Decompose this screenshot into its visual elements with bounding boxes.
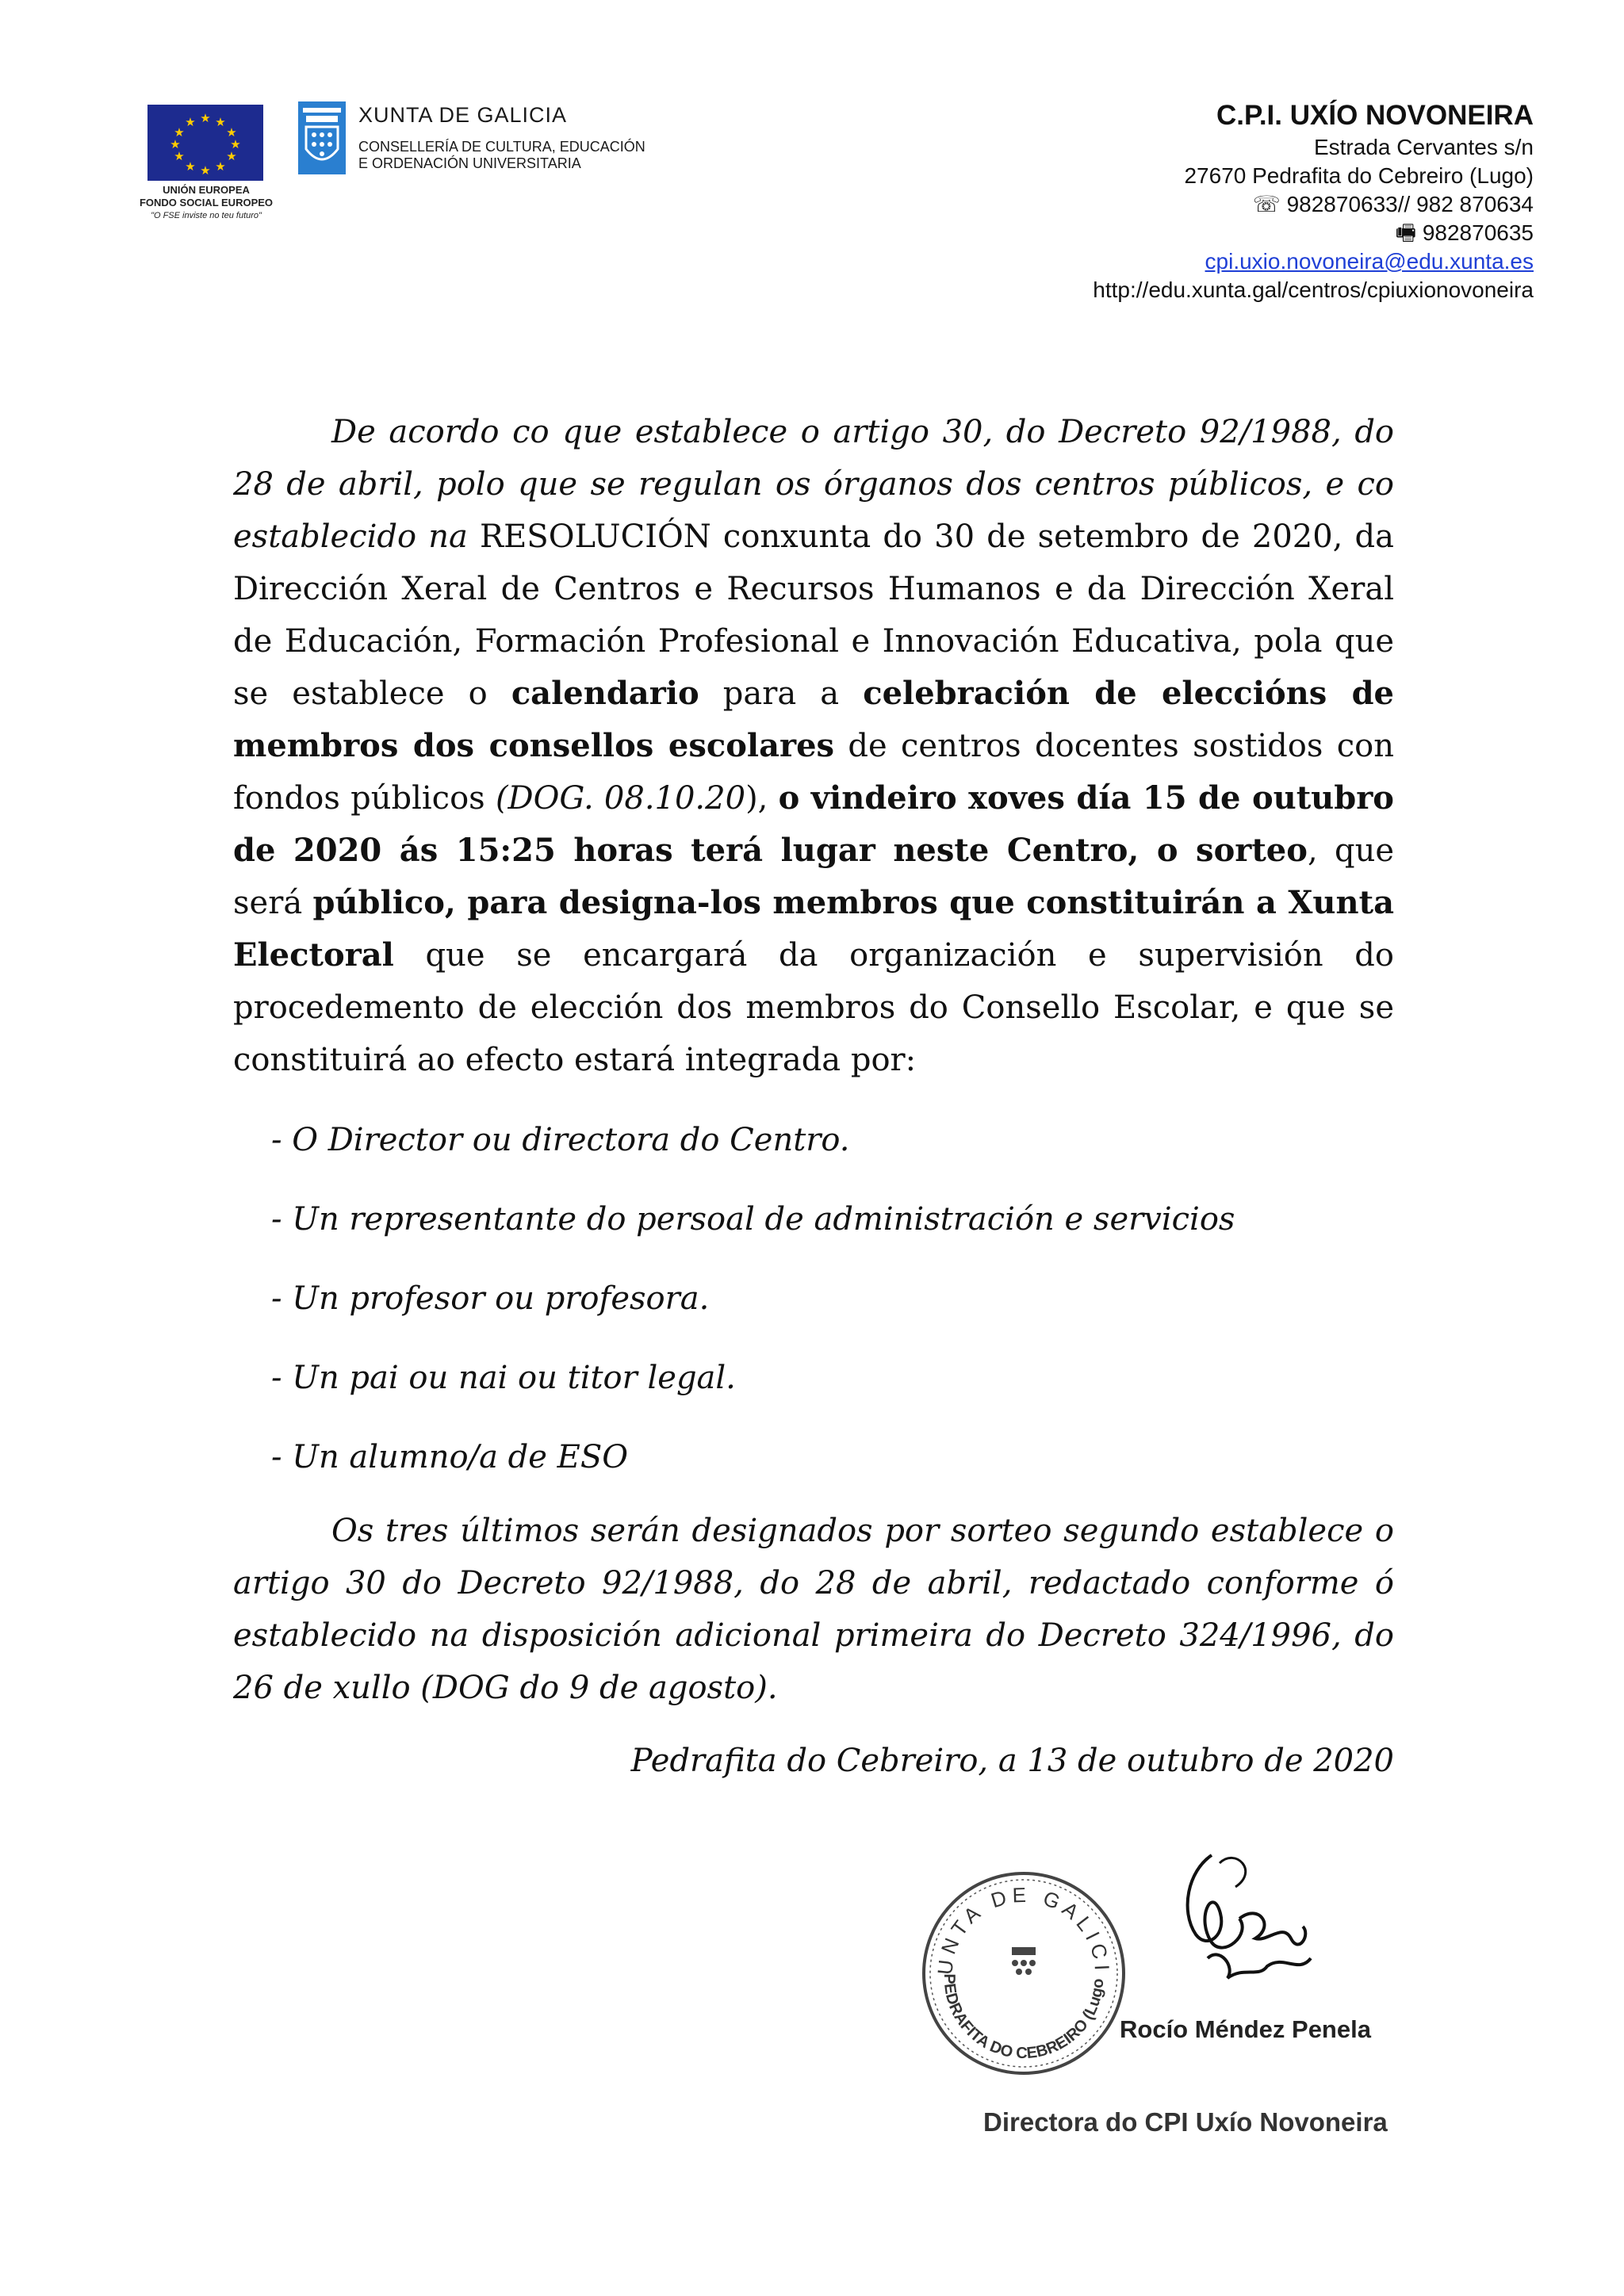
closing-text: Os tres últimos serán designados por sorteo segundo establece o artigo 30 do Decreto 92/1988, do 28 de abril, redactado conforme ó establecido na disposición adicional primeira do Decreto 324/1996, do 26 de xullo (DOG do 9 de agosto).	[233, 1513, 1394, 1706]
list-item: - O Director ou directora do Centro.	[271, 1122, 850, 1158]
svg-text:★: ★	[200, 111, 211, 125]
svg-text:★: ★	[174, 149, 185, 163]
svg-text:★: ★	[185, 159, 196, 174]
signer-name: Rocío Méndez Penela	[1120, 2015, 1371, 2043]
p1-conclusion: que se encargará da organización e supervisión do procedemento de elección dos membros do Consello Escolar, e que se constituirá ao efecto estará integrada por:	[233, 937, 1394, 1078]
school-contact-block	[1093, 98, 1534, 304]
p1-intro-italic: De acordo co que establece o artigo 30, do Decreto 92/1988, do 28 de abril, polo que se regulan os órganos dos centros públicos, e co establecido na	[233, 414, 1394, 555]
list-item: - Un profesor ou profesora.	[271, 1280, 710, 1317]
document-body	[233, 406, 1394, 1787]
list-item: - Un alumno/a de ESO	[271, 1439, 629, 1475]
dept-line1: CONSELLERÍA DE CULTURA, EDUCACIÓN	[358, 139, 645, 155]
svg-text:★: ★	[170, 137, 181, 151]
handwritten-signature	[1164, 1839, 1323, 2014]
p1-paren: ),	[745, 780, 779, 817]
svg-text:★: ★	[185, 115, 196, 129]
svg-text:★: ★	[215, 159, 226, 174]
xunta-department	[358, 139, 645, 172]
p1-calendario: calendario	[511, 675, 699, 712]
xunta-name: XUNTA DE GALICIA	[358, 103, 568, 127]
eu-line1: UNIÓN EUROPEA	[163, 184, 250, 196]
phone-icon: ☏	[1252, 192, 1281, 216]
eu-flag-logo	[147, 105, 263, 181]
school-phone	[1093, 190, 1534, 219]
svg-text:★: ★	[226, 149, 237, 163]
svg-text:PEDRAFITA DO CEBREIRO (Lugo): PEDRAFITA DO CEBREIRO (Lugo	[940, 1973, 1108, 2063]
dept-line2: E ORDENACIÓN UNIVERSITARIA	[358, 155, 581, 171]
main-paragraph	[233, 406, 1394, 1086]
fax-number: 982870635	[1416, 220, 1534, 245]
school-fax	[1093, 219, 1534, 247]
p1-publico: público, para designa-los membros que constituirán a Xunta Electoral	[233, 884, 1394, 974]
svg-text:★: ★	[215, 115, 226, 129]
svg-text:XUNTA DE GALICIA: UNTA DE GALICI	[933, 1882, 1115, 1976]
fax-icon: 🖷	[1395, 220, 1417, 245]
official-seal-stamp	[918, 1868, 1129, 2079]
eu-line2: FONDO SOCIAL EUROPEO	[139, 197, 274, 209]
place-and-date: Pedrafita do Cebreiro, a 13 de outubro de 2020	[630, 1743, 1394, 1779]
school-email-link[interactable]: cpi.uxio.novoneira@edu.xunta.es	[1205, 249, 1534, 274]
p1-para-a: para a	[699, 675, 864, 712]
school-address-line2: 27670 Pedrafita do Cebreiro (Lugo)	[1184, 163, 1534, 188]
svg-text:★: ★	[226, 125, 237, 140]
closing-paragraph	[233, 1505, 1394, 1714]
eu-fse-caption	[119, 184, 293, 222]
list-item: - Un pai ou nai ou titor legal.	[271, 1360, 736, 1396]
p1-celebracion: celebración de eleccións de membros dos consellos escolares	[233, 675, 1394, 764]
p1-dog-ref: (DOG. 08.10.20	[495, 780, 746, 817]
p1-date-time: o vindeiro xoves día 15 de outubro de 2020 ás 15:25 horas terá lugar neste Centro, o sorteo	[233, 779, 1394, 869]
svg-text:★: ★	[174, 125, 185, 140]
p1-que-sera: , que será	[233, 832, 1394, 921]
electoral-board-list	[233, 1100, 1394, 1497]
p1-centros: de centros docentes sostidos con fondos públicos	[233, 728, 1394, 817]
phone-numbers: 982870633// 982 870634	[1280, 192, 1534, 216]
school-address-line1: Estrada Cervantes s/n	[1313, 135, 1534, 159]
eu-slogan: "O FSE inviste no teu futuro"	[151, 211, 262, 220]
school-website: http://edu.xunta.gal/centros/cpiuxionovoneira	[1093, 277, 1534, 302]
svg-text:★: ★	[230, 137, 241, 151]
list-item: - Un representante do persoal de administración e servicios	[271, 1201, 1235, 1238]
school-name: C.P.I. UXÍO NOVONEIRA	[1216, 100, 1534, 131]
p1-resolution: RESOLUCIÓN conxunta do 30 de setembro de 2020, da Dirección Xeral de Centros e Recursos Humanos e da Dirección Xeral de Educación, Formación Profesional e Innovación Educativa, pola que se establece o	[233, 519, 1394, 712]
svg-text:★: ★	[200, 163, 211, 178]
signer-role: Directora do CPI Uxío Novoneira	[983, 2107, 1388, 2137]
xunta-emblem-logo	[298, 101, 346, 174]
